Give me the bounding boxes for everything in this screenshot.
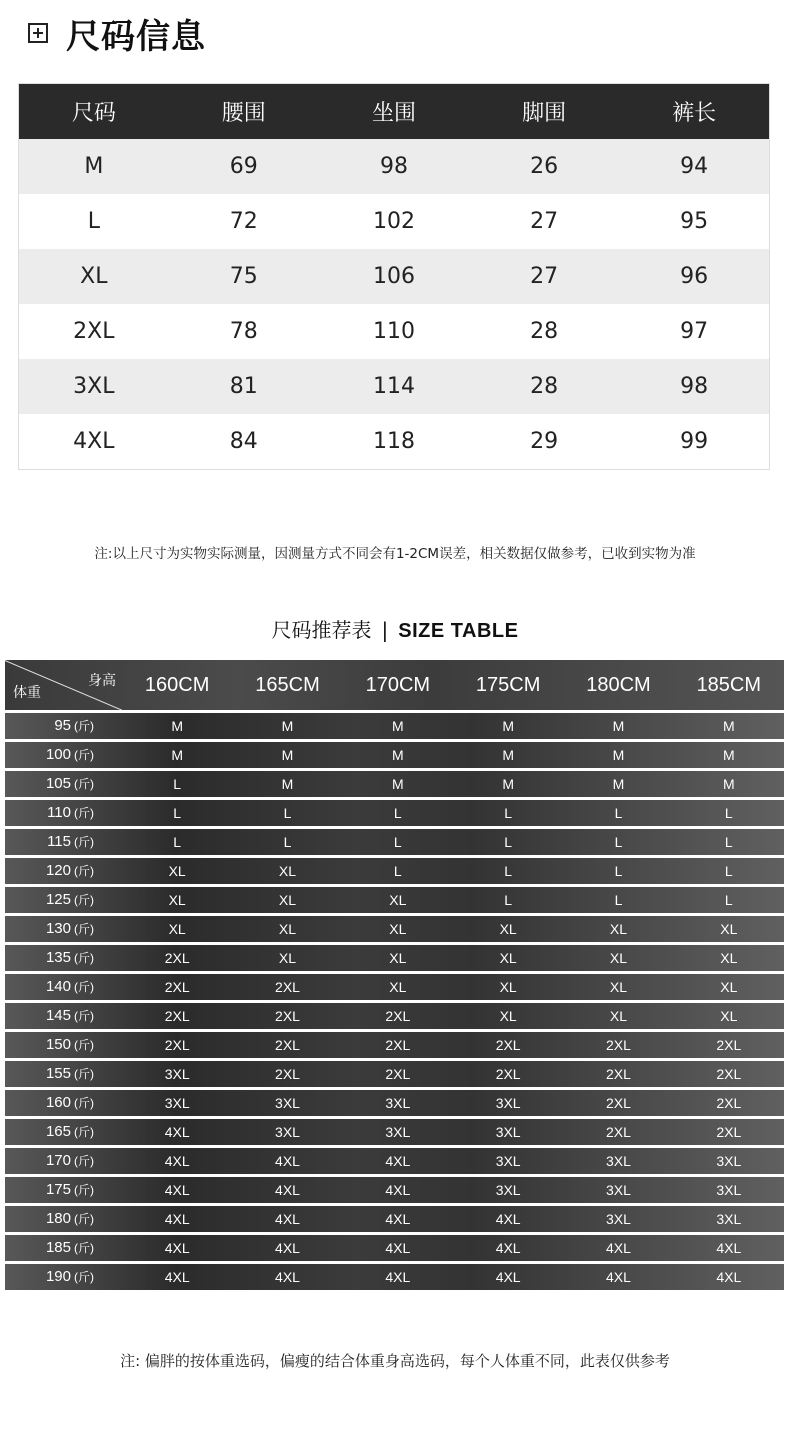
weight-value: 165: [45, 1123, 71, 1140]
weight-unit: (斤): [74, 1154, 94, 1168]
weight-value: 150: [45, 1036, 71, 1053]
size-cell: L: [724, 834, 733, 850]
size-cell: 3XL: [164, 1066, 190, 1082]
size-row: [5, 1206, 784, 1232]
size-cell: 4XL: [164, 1240, 190, 1256]
size-row: [5, 742, 784, 768]
size-cell: 2XL: [275, 1037, 300, 1053]
size-row: [5, 1264, 784, 1290]
size-cell: L: [724, 892, 733, 908]
corner-cell: [5, 660, 122, 710]
weight-cell: [5, 1235, 122, 1261]
size-cell: M: [612, 747, 625, 763]
weight-unit: (斤): [74, 1125, 94, 1139]
size-cell: XL: [278, 892, 297, 908]
size-cell: 4XL: [164, 1124, 190, 1140]
height-column-header: 170CM: [365, 674, 431, 696]
size-cell: 3XL: [495, 1153, 521, 1169]
measurement-row: [19, 304, 770, 359]
measurement-cell: 69: [169, 139, 319, 194]
size-cell: 4XL: [385, 1153, 411, 1169]
measurement-cell: 28: [469, 359, 619, 414]
size-row: [5, 1090, 784, 1116]
weight-value: 170: [45, 1152, 71, 1169]
weight-cell: [5, 858, 122, 884]
size-cell: 4XL: [164, 1182, 190, 1198]
weight-unit: (斤): [74, 1270, 94, 1284]
size-cell: 4XL: [275, 1153, 300, 1169]
weight-value: 130: [45, 920, 71, 937]
size-cell: M: [722, 718, 735, 734]
measurement-cell: 94: [619, 139, 769, 194]
size-cell: L: [283, 834, 292, 850]
size-row: [5, 1119, 784, 1145]
size-cell: M: [281, 776, 294, 792]
size-row: [5, 887, 784, 913]
size-cell: 4XL: [495, 1211, 521, 1227]
measurement-row: [19, 249, 770, 304]
weight-cell: [5, 829, 122, 855]
size-row: [5, 771, 784, 797]
size-cell: 3XL: [275, 1124, 300, 1140]
size-cell: 2XL: [385, 1037, 411, 1053]
size-cell: XL: [278, 863, 297, 879]
weight-cell: [5, 1206, 122, 1232]
size-cell: L: [504, 805, 513, 821]
weight-value: 110: [47, 804, 71, 821]
weight-unit: (斤): [74, 980, 94, 994]
size-cell: 2XL: [495, 1066, 521, 1082]
weight-cell: [5, 974, 122, 1000]
measurement-cell: 98: [619, 359, 769, 414]
size-row: [5, 974, 784, 1000]
weight-value: 105: [45, 775, 71, 792]
measurement-cell: 26: [469, 139, 619, 194]
size-cell: 4XL: [385, 1269, 411, 1285]
weight-value: 125: [45, 891, 71, 908]
size-cell: 4XL: [385, 1182, 411, 1198]
weight-cell: [5, 1119, 122, 1145]
header-length: 裤长: [619, 84, 769, 140]
weight-unit: (斤): [74, 1241, 94, 1255]
size-cell: 4XL: [495, 1240, 521, 1256]
size-cell: 3XL: [495, 1182, 521, 1198]
weight-unit: (斤): [74, 719, 94, 733]
size-cell: L: [173, 776, 182, 792]
size-cell: M: [502, 747, 514, 763]
measurement-cell: 110: [319, 304, 469, 359]
size-table-title-cn: 尺码推荐表: [271, 618, 372, 642]
size-cell: XL: [168, 892, 186, 908]
size-cell: L: [504, 863, 513, 879]
weight-cell: [5, 1032, 122, 1058]
size-cell: 2XL: [606, 1124, 631, 1140]
weight-cell: [5, 945, 122, 971]
corner-height-label: 身高: [88, 673, 116, 689]
size-cell: M: [391, 747, 404, 763]
size-cell: 3XL: [275, 1095, 300, 1111]
size-cell: XL: [168, 921, 186, 937]
height-column-header: 180CM: [586, 674, 651, 696]
measurement-cell: 96: [619, 249, 769, 304]
size-cell: 2XL: [606, 1066, 631, 1082]
weight-cell: [5, 1061, 122, 1087]
size-cell: 2XL: [716, 1037, 742, 1053]
size-cell: M: [391, 718, 404, 734]
measurement-cell: 3XL: [19, 359, 169, 414]
weight-cell: [5, 1177, 122, 1203]
size-cell: 2XL: [164, 1037, 190, 1053]
weight-value: 145: [45, 1007, 71, 1024]
size-cell: 2XL: [716, 1066, 742, 1082]
size-cell: L: [614, 892, 623, 908]
size-cell: 4XL: [385, 1240, 411, 1256]
weight-cell: [5, 771, 122, 797]
measurement-cell: 75: [169, 249, 319, 304]
weight-cell: [5, 742, 122, 768]
height-column-header: 185CM: [696, 674, 762, 696]
corner-weight-label: 体重: [13, 685, 41, 701]
weight-cell: [5, 916, 122, 942]
size-cell: XL: [499, 979, 517, 995]
size-cell: 2XL: [716, 1095, 742, 1111]
weight-cell: [5, 1264, 122, 1290]
size-row: [5, 1148, 784, 1174]
weight-unit: (斤): [74, 777, 94, 791]
header-hip: 坐围: [319, 84, 469, 140]
measurement-cell: 99: [619, 414, 769, 470]
measurement-cell: 28: [469, 304, 619, 359]
weight-cell: [5, 713, 122, 739]
size-table-header-row: [5, 660, 784, 710]
weight-value: 140: [45, 978, 71, 995]
weight-cell: [5, 1148, 122, 1174]
size-cell: M: [722, 776, 735, 792]
size-cell: 3XL: [606, 1182, 631, 1198]
size-cell: 4XL: [606, 1269, 631, 1285]
measurement-cell: L: [19, 194, 169, 249]
weight-value: 100: [45, 746, 71, 763]
size-cell: 2XL: [385, 1008, 411, 1024]
weight-unit: (斤): [74, 893, 94, 907]
size-cell: XL: [499, 1008, 517, 1024]
size-cell: XL: [720, 950, 738, 966]
header-waist: 腰围: [169, 84, 319, 140]
size-cell: XL: [720, 921, 738, 937]
size-cell: M: [612, 718, 625, 734]
measurement-cell: 78: [169, 304, 319, 359]
size-cell: L: [393, 834, 402, 850]
size-cell: 2XL: [164, 950, 190, 966]
size-row: [5, 1177, 784, 1203]
size-cell: 2XL: [606, 1037, 631, 1053]
size-cell: XL: [389, 979, 407, 995]
measurement-row: [19, 194, 770, 249]
size-cell: 2XL: [495, 1037, 521, 1053]
weight-unit: (斤): [74, 1212, 94, 1226]
measurement-cell: 98: [319, 139, 469, 194]
measurement-cell: 114: [319, 359, 469, 414]
size-cell: 4XL: [275, 1240, 300, 1256]
weight-unit: (斤): [74, 1183, 94, 1197]
measurement-cell: 102: [319, 194, 469, 249]
weight-unit: (斤): [74, 835, 94, 849]
weight-cell: [5, 800, 122, 826]
size-cell: 4XL: [385, 1211, 411, 1227]
measurement-cell: 27: [469, 249, 619, 304]
weight-unit: (斤): [74, 1009, 94, 1023]
size-cell: M: [502, 718, 514, 734]
size-cell: 4XL: [164, 1269, 190, 1285]
size-cell: L: [173, 805, 182, 821]
size-cell: M: [502, 776, 514, 792]
weight-cell: [5, 1090, 122, 1116]
size-cell: M: [722, 747, 735, 763]
size-cell: XL: [168, 863, 186, 879]
title-separator: |: [381, 618, 389, 642]
weight-cell: [5, 1003, 122, 1029]
weight-value: 95: [54, 717, 71, 734]
size-cell: XL: [389, 892, 407, 908]
measurement-cell: 27: [469, 194, 619, 249]
size-cell: 2XL: [275, 1008, 300, 1024]
size-cell: 4XL: [275, 1182, 300, 1198]
size-row: [5, 916, 784, 942]
size-cell: 3XL: [495, 1095, 521, 1111]
height-column-header: 160CM: [144, 674, 210, 696]
size-table-title: [0, 614, 790, 643]
size-cell: 3XL: [606, 1211, 631, 1227]
size-cell: L: [504, 892, 513, 908]
size-row: [5, 858, 784, 884]
size-row: [5, 829, 784, 855]
size-cell: 2XL: [164, 979, 190, 995]
size-cell: L: [393, 863, 402, 879]
size-cell: M: [281, 747, 294, 763]
size-cell: L: [614, 834, 623, 850]
weight-unit: (斤): [74, 922, 94, 936]
measurement-cell: 97: [619, 304, 769, 359]
size-cell: L: [393, 805, 402, 821]
weight-value: 115: [47, 833, 71, 850]
weight-cell: [5, 887, 122, 913]
size-cell: XL: [609, 921, 628, 937]
size-cell: XL: [499, 921, 517, 937]
measurement-header-row: [19, 84, 770, 140]
size-cell: 3XL: [716, 1153, 742, 1169]
weight-unit: (斤): [74, 1096, 94, 1110]
measurement-cell: 106: [319, 249, 469, 304]
size-cell: XL: [609, 979, 628, 995]
size-cell: 3XL: [495, 1124, 521, 1140]
size-cell: 3XL: [385, 1095, 411, 1111]
size-cell: XL: [499, 950, 517, 966]
size-cell: L: [173, 834, 182, 850]
size-row: [5, 1061, 784, 1087]
height-column-header: 175CM: [475, 674, 541, 696]
size-cell: L: [614, 805, 623, 821]
weight-unit: (斤): [74, 748, 94, 762]
size-cell: M: [612, 776, 625, 792]
measurement-cell: 4XL: [19, 414, 169, 470]
size-cell: XL: [278, 921, 297, 937]
size-cell: XL: [720, 979, 738, 995]
measurement-cell: M: [19, 139, 169, 194]
weight-unit: (斤): [74, 864, 94, 878]
size-cell: 2XL: [385, 1066, 411, 1082]
size-cell: XL: [389, 950, 407, 966]
page-header: [28, 12, 206, 57]
size-cell: 4XL: [275, 1211, 300, 1227]
size-cell: 4XL: [164, 1153, 190, 1169]
weight-value: 190: [45, 1268, 71, 1285]
weight-value: 175: [45, 1181, 71, 1198]
size-cell: 4XL: [716, 1240, 742, 1256]
measurement-row: [19, 359, 770, 414]
size-cell: 4XL: [495, 1269, 521, 1285]
size-cell: M: [281, 718, 294, 734]
size-cell: L: [724, 805, 733, 821]
measurement-cell: 72: [169, 194, 319, 249]
size-cell: 3XL: [716, 1211, 742, 1227]
size-table-title-en: SIZE TABLE: [398, 620, 519, 642]
measurement-row: [19, 414, 770, 470]
measurement-cell: 84: [169, 414, 319, 470]
size-row: [5, 1235, 784, 1261]
size-cell: M: [171, 718, 183, 734]
height-column-header: 165CM: [255, 674, 320, 696]
size-cell: 2XL: [716, 1124, 742, 1140]
size-cell: 3XL: [606, 1153, 631, 1169]
weight-unit: (斤): [74, 806, 94, 820]
size-cell: 3XL: [164, 1095, 190, 1111]
weight-value: 135: [45, 949, 71, 966]
plus-box-icon: [28, 23, 48, 43]
measurement-cell: 118: [319, 414, 469, 470]
size-cell: XL: [389, 921, 407, 937]
size-row: [5, 1032, 784, 1058]
weight-unit: (斤): [74, 1067, 94, 1081]
size-cell: L: [283, 805, 292, 821]
size-cell: XL: [720, 1008, 738, 1024]
size-row: [5, 1003, 784, 1029]
size-cell: 2XL: [606, 1095, 631, 1111]
weight-unit: (斤): [74, 951, 94, 965]
measurement-cell: 29: [469, 414, 619, 470]
measurement-cell: 2XL: [19, 304, 169, 359]
size-cell: L: [724, 863, 733, 879]
header-leg-opening: 脚围: [469, 84, 619, 140]
weight-value: 185: [45, 1239, 71, 1256]
size-cell: 3XL: [385, 1124, 411, 1140]
size-cell: 4XL: [275, 1269, 300, 1285]
size-cell: M: [171, 747, 183, 763]
size-cell: XL: [609, 950, 628, 966]
weight-value: 160: [45, 1094, 71, 1111]
weight-value: 155: [45, 1065, 71, 1082]
size-cell: 2XL: [275, 979, 300, 995]
header-size: 尺码: [19, 84, 169, 140]
size-cell: 3XL: [716, 1182, 742, 1198]
measurement-table: [18, 83, 770, 470]
weight-value: 180: [45, 1210, 71, 1227]
size-cell: L: [504, 834, 513, 850]
size-cell: 4XL: [716, 1269, 742, 1285]
size-cell: 2XL: [164, 1008, 190, 1024]
size-recommend-table: [5, 660, 784, 1293]
page-title: 尺码信息: [66, 16, 206, 57]
size-table-note: 注: 偏胖的按体重选码，偏瘦的结合体重身高选码，每个人体重不同，此表仅供参考: [120, 1352, 670, 1370]
weight-value: 120: [45, 862, 71, 879]
measurement-cell: XL: [19, 249, 169, 304]
measurement-row: [19, 139, 770, 194]
size-cell: 4XL: [164, 1211, 190, 1227]
size-row: [5, 945, 784, 971]
measurement-note: 注:以上尺寸为实物实际测量，因测量方式不同会有1-2CM误差，相关数据仅做参考，已收到实物为准: [94, 546, 696, 562]
measurement-cell: 95: [619, 194, 769, 249]
size-cell: XL: [609, 1008, 628, 1024]
size-row: [5, 800, 784, 826]
size-row: [5, 713, 784, 739]
size-cell: 2XL: [275, 1066, 300, 1082]
size-cell: 4XL: [606, 1240, 631, 1256]
measurement-cell: 81: [169, 359, 319, 414]
size-cell: M: [391, 776, 404, 792]
weight-unit: (斤): [74, 1038, 94, 1052]
size-cell: L: [614, 863, 623, 879]
size-cell: XL: [278, 950, 297, 966]
